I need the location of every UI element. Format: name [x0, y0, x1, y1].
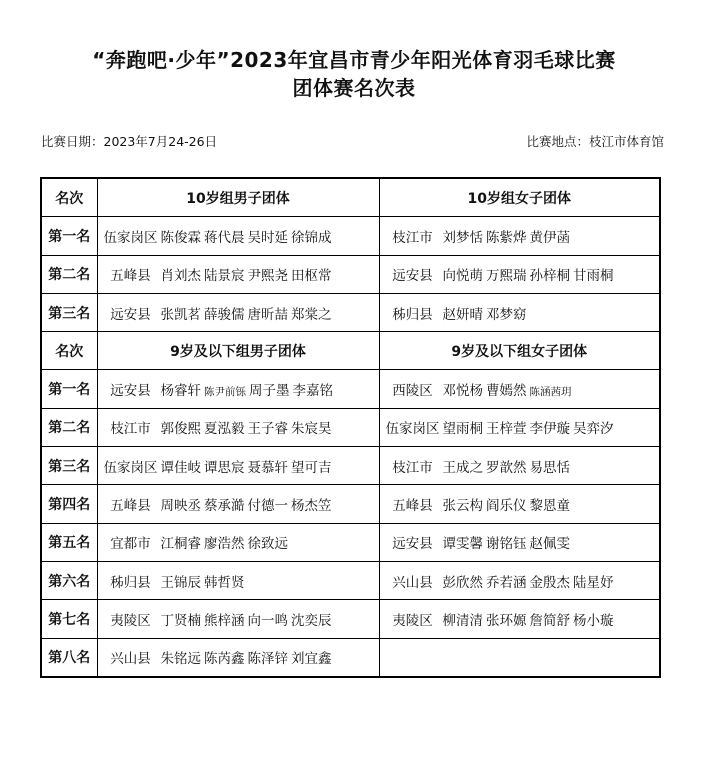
- player-name: 付德一: [247, 498, 288, 515]
- player-name: 黄伊菡: [529, 229, 570, 246]
- rank-column-header: 名次: [41, 178, 97, 217]
- team-cell: [379, 217, 660, 255]
- team-name: 远安县: [110, 383, 151, 400]
- player-name: 吴时延: [247, 229, 288, 246]
- player-name: 王成之: [442, 459, 483, 476]
- rank-cell: 第一名: [41, 217, 97, 255]
- team-cell: [97, 523, 379, 561]
- player-name: 郑棠之: [291, 306, 332, 323]
- team-name: 远安县: [110, 306, 151, 323]
- player-name: 向一鸣: [247, 612, 288, 629]
- team-cell: [379, 370, 660, 408]
- team-name: 枝江市: [110, 421, 151, 438]
- rank-cell: 第四名: [41, 485, 97, 523]
- player-name: 杨睿轩: [160, 383, 201, 400]
- category-header: 9岁及以下组女子团体: [379, 332, 660, 370]
- player-name: 邓悦杨: [442, 383, 483, 400]
- player-name: 杨杰笠: [291, 498, 332, 515]
- player-name: 蒋代晨: [204, 229, 245, 246]
- rank-column-header: 名次: [41, 332, 97, 370]
- player-name: 彭欣然: [442, 574, 483, 591]
- player-name: 王子睿: [247, 421, 288, 438]
- table-row: [41, 408, 660, 446]
- team-cell: [379, 523, 660, 561]
- team-name: 远安县: [392, 536, 433, 553]
- team-cell: [97, 370, 379, 408]
- team-name: 秭归县: [110, 574, 151, 591]
- player-name: 赵佩雯: [529, 536, 570, 553]
- player-name: 徐锦成: [291, 229, 332, 246]
- player-name: 廖浩然: [204, 536, 245, 553]
- table-row: [41, 370, 660, 408]
- player-name: 沈奕辰: [291, 612, 332, 629]
- category-header: 10岁组男子团体: [97, 178, 379, 217]
- table-row: [41, 638, 660, 677]
- team-cell: [379, 293, 660, 331]
- category-header: 9岁及以下组男子团体: [97, 332, 379, 370]
- team-cell: [97, 217, 379, 255]
- player-name: 杨小璇: [573, 612, 614, 629]
- player-name: 甘雨桐: [573, 268, 614, 285]
- player-name: 陆星妤: [573, 574, 614, 591]
- page-subtitle: 团体赛名次表: [292, 76, 416, 100]
- match-venue: 比赛地点：枝江市体育馆: [526, 134, 664, 149]
- player-name: 刘宜鑫: [291, 651, 332, 668]
- team-cell: [379, 600, 660, 638]
- player-name: 李伊璇: [529, 421, 570, 438]
- team-name: 宜都市: [110, 536, 151, 553]
- player-name: 刘梦恬: [442, 229, 483, 246]
- player-name: 赵妍晴: [442, 306, 483, 323]
- player-name: 谭雯馨: [442, 536, 483, 553]
- player-name: 朱铭远: [160, 651, 201, 668]
- rank-cell: 第二名: [41, 408, 97, 446]
- player-name: 聂慕轩: [247, 459, 288, 476]
- player-name: 陈尹前铄: [204, 386, 246, 399]
- ranking-table: [40, 177, 661, 678]
- table-row: [41, 447, 660, 485]
- player-name: 江桐睿: [160, 536, 201, 553]
- player-name: 陈涵茜玥: [529, 386, 572, 399]
- table-row: [41, 485, 660, 523]
- team-name: 夷陵区: [392, 612, 433, 629]
- player-name: 万熙瑞: [486, 268, 527, 285]
- team-name: 五峰县: [392, 498, 433, 515]
- player-name: 朱宸昊: [291, 421, 332, 438]
- player-name: 黎恩童: [529, 498, 570, 515]
- player-name: 王梓萱: [486, 421, 527, 438]
- table-header-row: [41, 178, 660, 217]
- rank-cell: 第八名: [41, 638, 97, 677]
- match-date: 比赛日期：2023年7月24-26日: [41, 134, 218, 149]
- player-name: 周映丞: [160, 498, 201, 515]
- rank-cell: 第一名: [41, 370, 97, 408]
- team-cell: [379, 485, 660, 523]
- player-name: 熊梓涵: [204, 612, 245, 629]
- team-name: 兴山县: [392, 574, 433, 591]
- table-row: [41, 561, 660, 599]
- team-cell: [379, 561, 660, 599]
- team-name: 秭归县: [392, 306, 433, 323]
- team-name: 伍家岗区: [385, 421, 440, 438]
- team-cell: [97, 600, 379, 638]
- player-name: 陈芮鑫: [204, 651, 245, 668]
- player-name: 张环嫄: [486, 612, 527, 629]
- player-name: 郭俊熙: [160, 421, 201, 438]
- player-name: 张凯茗: [160, 306, 201, 323]
- player-name: 望雨桐: [442, 421, 483, 438]
- team-cell: [379, 408, 660, 446]
- team-name: 五峰县: [110, 268, 151, 285]
- player-name: 陈泽锌: [247, 651, 288, 668]
- player-name: 邓梦窈: [486, 306, 527, 323]
- table-row: [41, 293, 660, 331]
- player-name: 周子墨: [249, 383, 290, 400]
- player-name: 金殷杰: [529, 574, 570, 591]
- player-name: 罗歆然: [486, 459, 527, 476]
- team-cell: [97, 561, 379, 599]
- category-header: 10岁组女子团体: [379, 178, 660, 217]
- rank-cell: 第三名: [41, 447, 97, 485]
- player-name: 望可吉: [291, 459, 332, 476]
- team-name: 西陵区: [392, 383, 433, 400]
- player-name: 韩哲贤: [204, 574, 245, 591]
- team-name: 兴山县: [110, 651, 151, 668]
- player-name: 王锦辰: [160, 574, 201, 591]
- team-cell: [97, 293, 379, 331]
- table-row: [41, 255, 660, 293]
- player-name: 吴弈汐: [573, 421, 614, 438]
- team-cell: [97, 485, 379, 523]
- rank-cell: 第三名: [41, 293, 97, 331]
- player-name: 孙梓桐: [529, 268, 570, 285]
- player-name: 向悦萌: [442, 268, 483, 285]
- player-name: 詹简舒: [529, 612, 570, 629]
- player-name: 田枢常: [291, 268, 332, 285]
- player-name: 谭佳岐: [160, 459, 201, 476]
- team-name: 夷陵区: [110, 612, 151, 629]
- player-name: 陈俊霖: [160, 229, 201, 246]
- rank-cell: 第二名: [41, 255, 97, 293]
- team-name: 伍家岗区: [103, 229, 158, 246]
- team-name: 伍家岗区: [103, 459, 158, 476]
- player-name: 阎乐仪: [486, 498, 527, 515]
- player-name: 尹熙尧: [247, 268, 288, 285]
- team-cell: [97, 408, 379, 446]
- team-cell: [379, 447, 660, 485]
- player-name: 曹嫣然: [486, 383, 527, 400]
- player-name: 张云构: [442, 498, 483, 515]
- player-name: 乔若涵: [486, 574, 527, 591]
- team-name: 五峰县: [110, 498, 151, 515]
- player-name: 易思恬: [529, 459, 570, 476]
- player-name: 谭思宸: [204, 459, 245, 476]
- player-name: 陈紫烨: [486, 229, 527, 246]
- player-name: 蔡承澔: [204, 498, 245, 515]
- player-name: 唐昕喆: [247, 306, 288, 323]
- page-title: “奔跑吧·少年”2023年宜昌市青少年阳光体育羽毛球比赛: [92, 48, 616, 72]
- team-cell: [379, 638, 660, 677]
- player-name: 肖刘杰: [160, 268, 201, 285]
- table-row: [41, 600, 660, 638]
- player-name: 谢铭钰: [486, 536, 527, 553]
- table-row: [41, 523, 660, 561]
- player-name: 柳清清: [442, 612, 483, 629]
- table-header-row: [41, 332, 660, 370]
- team-cell: [379, 255, 660, 293]
- rank-cell: 第七名: [41, 600, 97, 638]
- team-cell: [97, 255, 379, 293]
- team-name: 远安县: [392, 268, 433, 285]
- player-name: 徐致远: [247, 536, 288, 553]
- team-name: 枝江市: [392, 459, 433, 476]
- player-name: 李嘉铭: [292, 383, 333, 400]
- rank-cell: 第六名: [41, 561, 97, 599]
- player-name: 夏泓毅: [204, 421, 245, 438]
- rank-cell: 第五名: [41, 523, 97, 561]
- team-cell: [97, 447, 379, 485]
- player-name: 丁贤楠: [160, 612, 201, 629]
- player-name: 陆景宸: [204, 268, 245, 285]
- table-row: [41, 217, 660, 255]
- team-cell: [97, 638, 379, 677]
- player-name: 薛骏儒: [204, 306, 245, 323]
- team-name: 枝江市: [392, 229, 433, 246]
